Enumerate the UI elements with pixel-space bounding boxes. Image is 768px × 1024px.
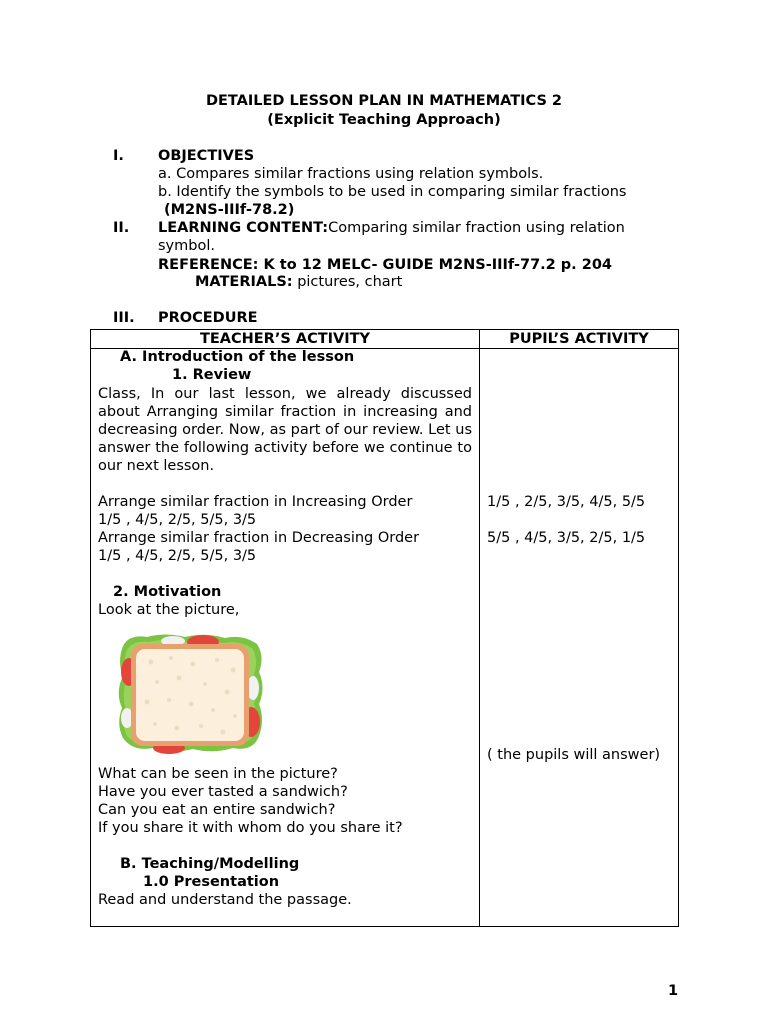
question-tasted: Have you ever tasted a sandwich? (98, 784, 348, 800)
sandwich-icon (113, 632, 265, 756)
objective-code: (M2NS-IIIf-78.2) (164, 202, 295, 218)
activity-table (90, 329, 679, 927)
section-introduction: A. Introduction of the lesson (120, 349, 355, 365)
read-prompt: Read and understand the passage. (98, 892, 352, 908)
look-prompt: Look at the picture, (98, 602, 240, 618)
pupil-increasing-answer: 1/5 , 2/5, 3/5, 4/5, 5/5 (487, 494, 646, 510)
motivation-heading: 2. Motivation (113, 584, 222, 600)
learning-content-numeral: II. (113, 220, 130, 236)
decreasing-prompt: Arrange similar fraction in Decreasing Order (98, 530, 420, 546)
procedure-numeral: III. (113, 310, 135, 326)
section-teaching: B. Teaching/Modelling (120, 856, 300, 872)
presentation-heading: 1.0 Presentation (143, 874, 280, 890)
pupil-decreasing-answer: 5/5 , 4/5, 3/5, 2/5, 1/5 (487, 530, 646, 546)
objective-a: a. Compares similar fractions using relation symbols. (158, 166, 544, 182)
procedure-heading: PROCEDURE (158, 310, 258, 326)
materials-label: MATERIALS: (195, 274, 293, 290)
page-number: 1 (668, 983, 679, 999)
increasing-prompt: Arrange similar fraction in Increasing Order (98, 494, 413, 510)
page-subtitle: (Explicit Teaching Approach) (267, 112, 501, 128)
column-divider (479, 330, 480, 926)
pupil-response: ( the pupils will answer) (487, 747, 661, 763)
pupil-activity-header: PUPIL’S ACTIVITY (509, 331, 649, 347)
learning-content-text-continued: symbol. (158, 238, 215, 254)
review-heading: 1. Review (172, 367, 252, 383)
decreasing-set: 1/5 , 4/5, 2/5, 5/5, 3/5 (98, 548, 257, 564)
materials-text: pictures, chart (292, 274, 403, 290)
learning-content-line (158, 219, 625, 237)
review-paragraph: Class, In our last lesson, we already discussed about Arranging similar fraction in increasing and decreasing order. Now, as part of our review. Let us answer the following activity before we continue to our next lesson. (98, 386, 472, 474)
learning-content-text: Comparing similar fraction using relation (328, 220, 625, 236)
objectives-heading: OBJECTIVES (158, 148, 255, 164)
objective-b: b. Identify the symbols to be used in comparing similar fractions (158, 184, 627, 200)
teacher-activity-header: TEACHER’S ACTIVITY (199, 331, 371, 347)
increasing-set: 1/5 , 4/5, 2/5, 5/5, 3/5 (98, 512, 257, 528)
question-entire: Can you eat an entire sandwich? (98, 802, 336, 818)
objectives-numeral: I. (113, 148, 124, 164)
materials-line (195, 273, 402, 291)
question-share: If you share it with whom do you share it? (98, 820, 403, 836)
reference-line: REFERENCE: K to 12 MELC- GUIDE M2NS-IIIf-77.2 p. 204 (158, 257, 613, 273)
question-seen: What can be seen in the picture? (98, 766, 338, 782)
learning-content-label: LEARNING CONTENT: (158, 220, 329, 236)
page-title: DETAILED LESSON PLAN IN MATHEMATICS 2 (205, 93, 563, 109)
